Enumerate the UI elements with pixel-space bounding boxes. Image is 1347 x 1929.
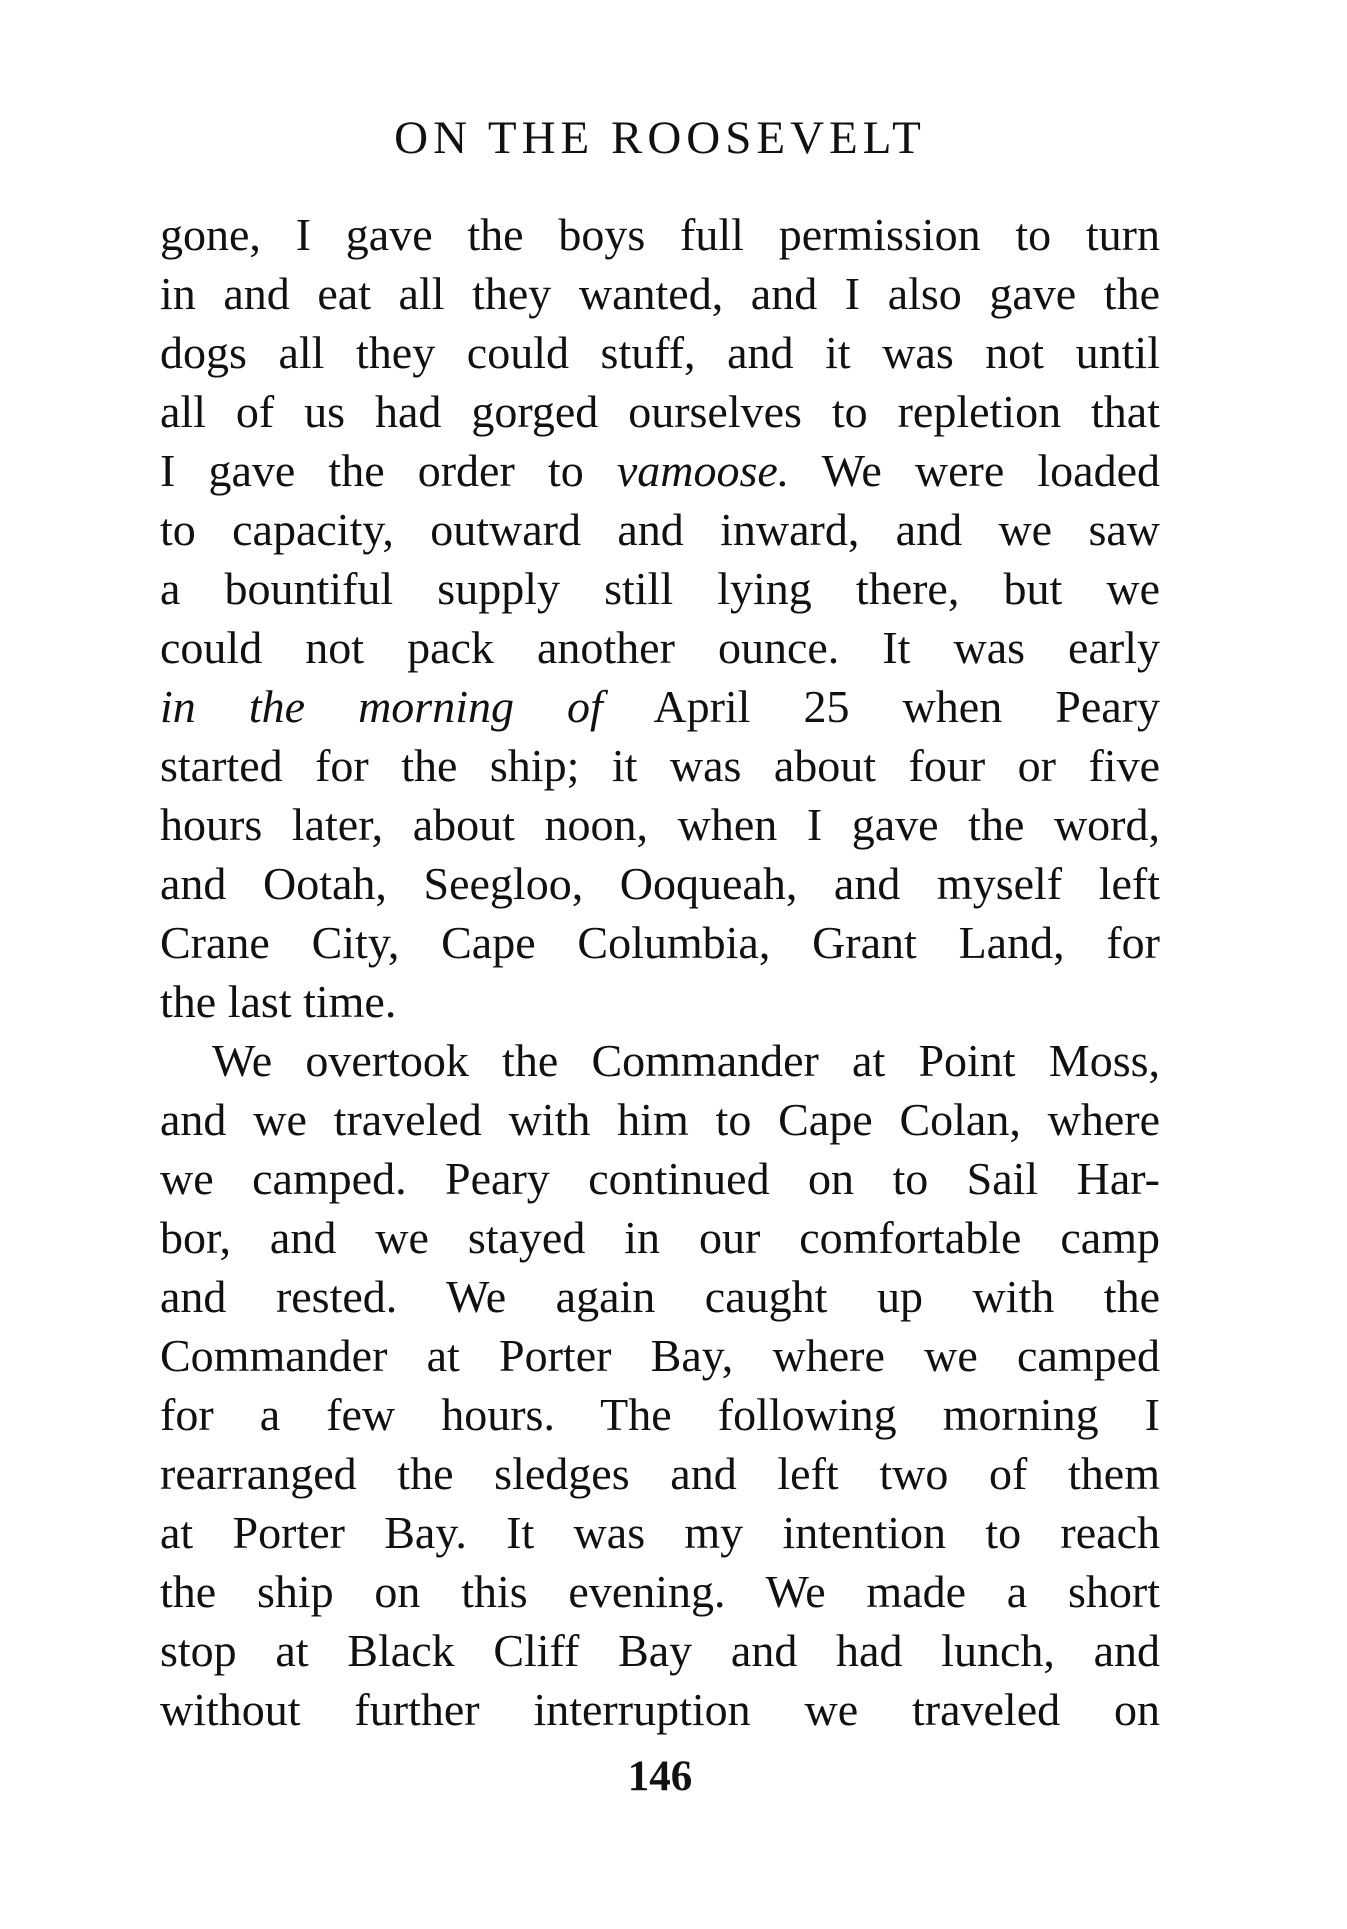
text-line xyxy=(160,677,1160,736)
text-line: to capacity, outward and inward, and we saw xyxy=(160,504,1160,555)
text-span: I gave the order to xyxy=(160,445,617,496)
text-span: We were loaded xyxy=(789,445,1160,496)
text-line: for a few hours. The following morning I xyxy=(160,1389,1160,1440)
text-line: We overtook the Commander at Point Moss, xyxy=(212,1035,1160,1086)
text-line: dogs all they could stuff, and it was not until xyxy=(160,327,1160,378)
text-line xyxy=(160,441,1160,500)
text-line: Crane City, Cape Columbia, Grant Land, for xyxy=(160,917,1160,968)
text-line: without further interruption we traveled on xyxy=(160,1684,1160,1735)
text-line: rearranged the sledges and left two of them xyxy=(160,1448,1160,1499)
text-line: and rested. We again caught up with the xyxy=(160,1271,1160,1322)
text-line: we camped. Peary continued on to Sail Har- xyxy=(160,1153,1160,1204)
page-number: 146 xyxy=(627,1753,693,1800)
text-line: the last time. xyxy=(160,976,397,1027)
text-line: started for the ship; it was about four or five xyxy=(160,740,1160,791)
text-line: hours later, about noon, when I gave the word, xyxy=(160,799,1160,850)
text-line: and Ootah, Seegloo, Ooqueah, and myself left xyxy=(160,858,1160,909)
text-span: April 25 when Peary xyxy=(602,681,1160,732)
text-line: in and eat all they wanted, and I also gave the xyxy=(160,268,1160,319)
text-line: a bountiful supply still lying there, but we xyxy=(160,563,1160,614)
paragraph-2 xyxy=(160,1031,1160,1739)
text-line: gone, I gave the boys full permission to turn xyxy=(160,209,1160,260)
text-line: at Porter Bay. It was my intention to reach xyxy=(160,1507,1160,1558)
text-line: bor, and we stayed in our comfortable camp xyxy=(160,1212,1160,1263)
italic-phrase: in the morning of xyxy=(160,681,603,732)
text-line: Commander at Porter Bay, where we camped xyxy=(160,1330,1160,1381)
text-line: could not pack another ounce. It was early xyxy=(160,622,1160,673)
text-line: and we traveled with him to Cape Colan, where xyxy=(160,1094,1160,1145)
body-text xyxy=(160,205,1160,1739)
text-line: the ship on this evening. We made a short xyxy=(160,1566,1160,1617)
italic-word: vamoose. xyxy=(616,445,790,496)
text-line: all of us had gorged ourselves to repletion that xyxy=(160,386,1160,437)
running-head: ON THE ROOSEVELT xyxy=(394,112,926,164)
text-line: stop at Black Cliff Bay and had lunch, and xyxy=(160,1625,1160,1676)
paragraph-1 xyxy=(160,205,1160,1031)
